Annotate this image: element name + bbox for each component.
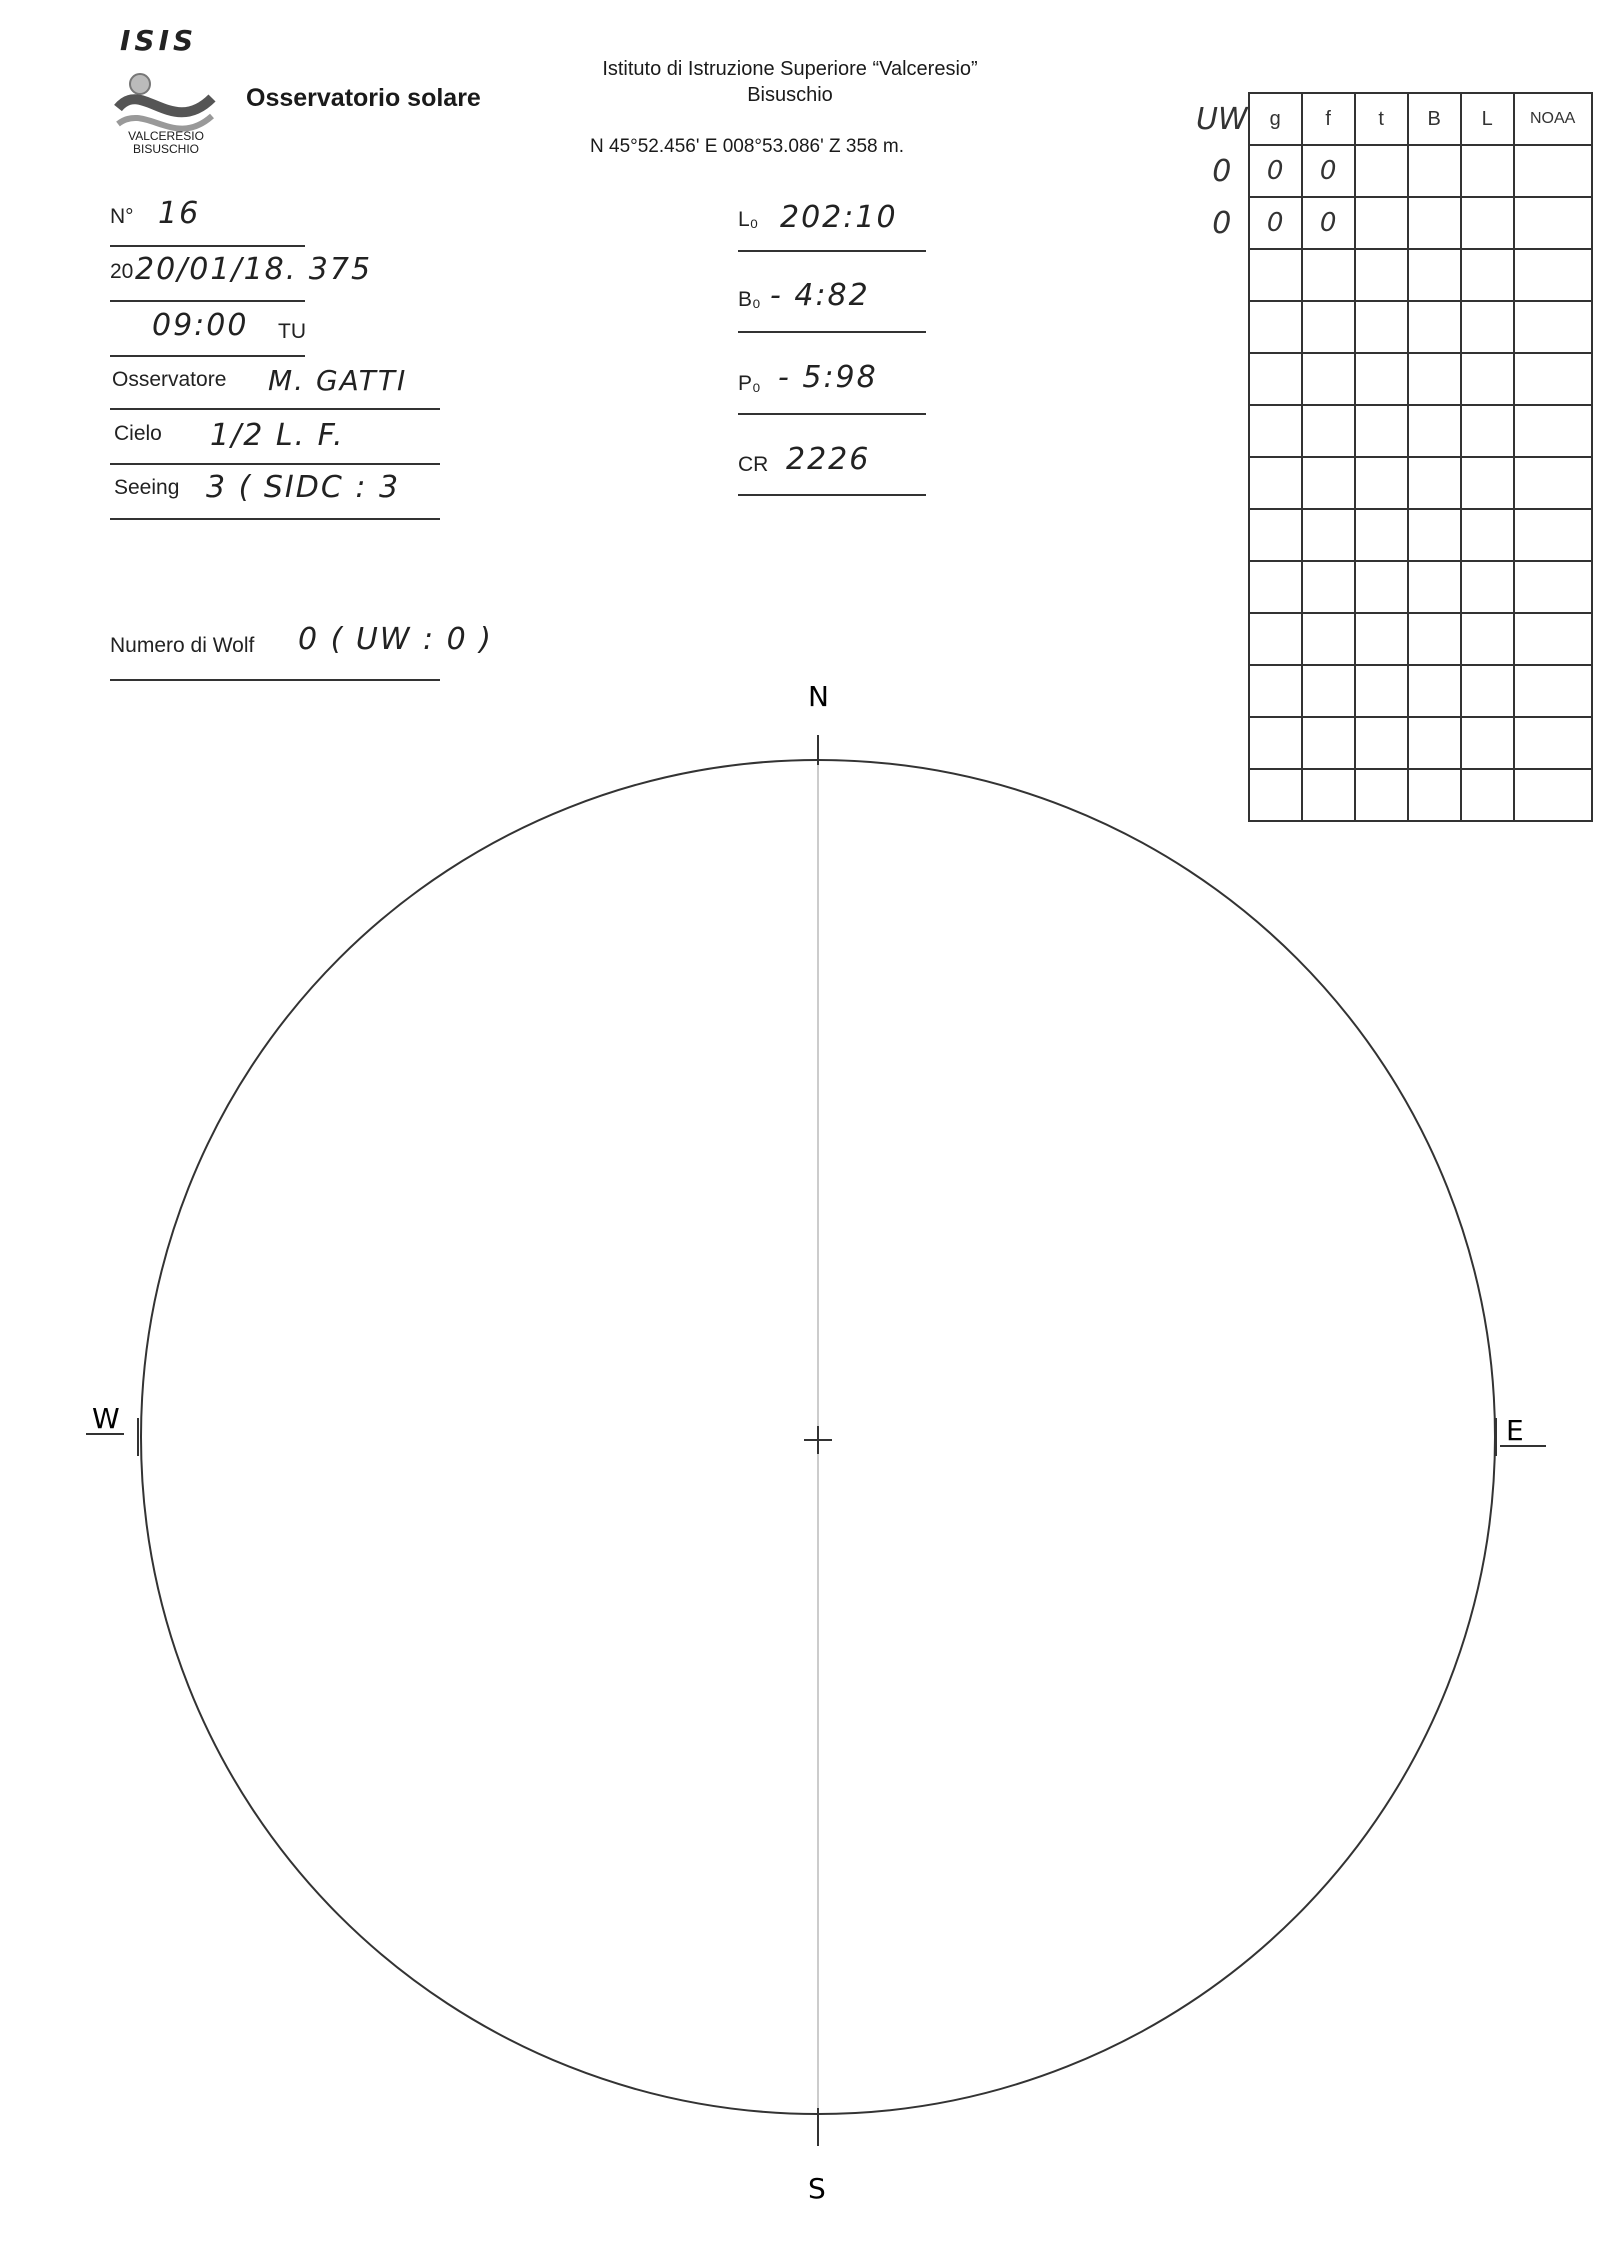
school-city: Bisuschio [747, 84, 833, 106]
observatory-coordinates: N 45°52.456' E 008°53.086' Z 358 m. [590, 136, 904, 157]
east-label: E [1506, 1414, 1524, 1447]
p0-value: - 5:98 [778, 360, 878, 395]
sky-label: Cielo [114, 422, 162, 445]
table-cell: 0 [1249, 145, 1302, 197]
date-prefix: 20 [110, 260, 134, 283]
header-g: g [1249, 93, 1302, 145]
table-cell: 0 [1249, 197, 1302, 249]
south-label: S [808, 2172, 826, 2205]
b0-value: - 4:82 [770, 278, 870, 313]
logo-city-line1: VALCERESIO [128, 129, 204, 143]
header-l: L [1461, 93, 1514, 145]
header-b: B [1408, 93, 1461, 145]
seeing-value: 3 ( SIDC : 3 [206, 470, 401, 505]
observatory-title: Osservatorio solare [246, 84, 481, 112]
date-value: 20/01/18. 375 [135, 252, 373, 287]
logo-city-line2: BISUSCHIO [132, 142, 199, 156]
wolf-label: Numero di Wolf [110, 634, 255, 657]
observer-value: M. GATTI [268, 364, 408, 397]
logo-brand: ISIS [120, 24, 198, 57]
cr-value: 2226 [786, 442, 871, 477]
header-t: t [1355, 93, 1408, 145]
west-label: W [92, 1402, 120, 1435]
l0-value: 202:10 [780, 200, 898, 235]
uw-header: UW [1196, 101, 1248, 137]
table-cell: 0 [1302, 145, 1355, 197]
header-noaa: NOAA [1514, 93, 1592, 145]
cr-label: CR [738, 453, 769, 476]
number-value: 16 [158, 196, 201, 231]
sky-value: 1/2 L. F. [210, 418, 345, 453]
school-name: Istituto di Istruzione Superiore “Valceresio” [602, 58, 978, 80]
observer-label: Osservatore [112, 368, 227, 391]
table-cell: 0 [1302, 197, 1355, 249]
seeing-label: Seeing [114, 476, 180, 499]
time-suffix: TU [278, 320, 306, 343]
row-label: 0 [1212, 205, 1232, 241]
header-f: f [1302, 93, 1355, 145]
north-label: N [808, 680, 829, 713]
p0-label: P₀ [738, 372, 761, 395]
b0-label: B₀ [738, 288, 761, 311]
row-label: 0 [1212, 153, 1232, 189]
number-label: N° [110, 205, 134, 228]
wolf-value: 0 ( UW : 0 ) [298, 622, 493, 657]
time-value: 09:00 [152, 308, 249, 343]
l0-label: L₀ [738, 208, 759, 231]
